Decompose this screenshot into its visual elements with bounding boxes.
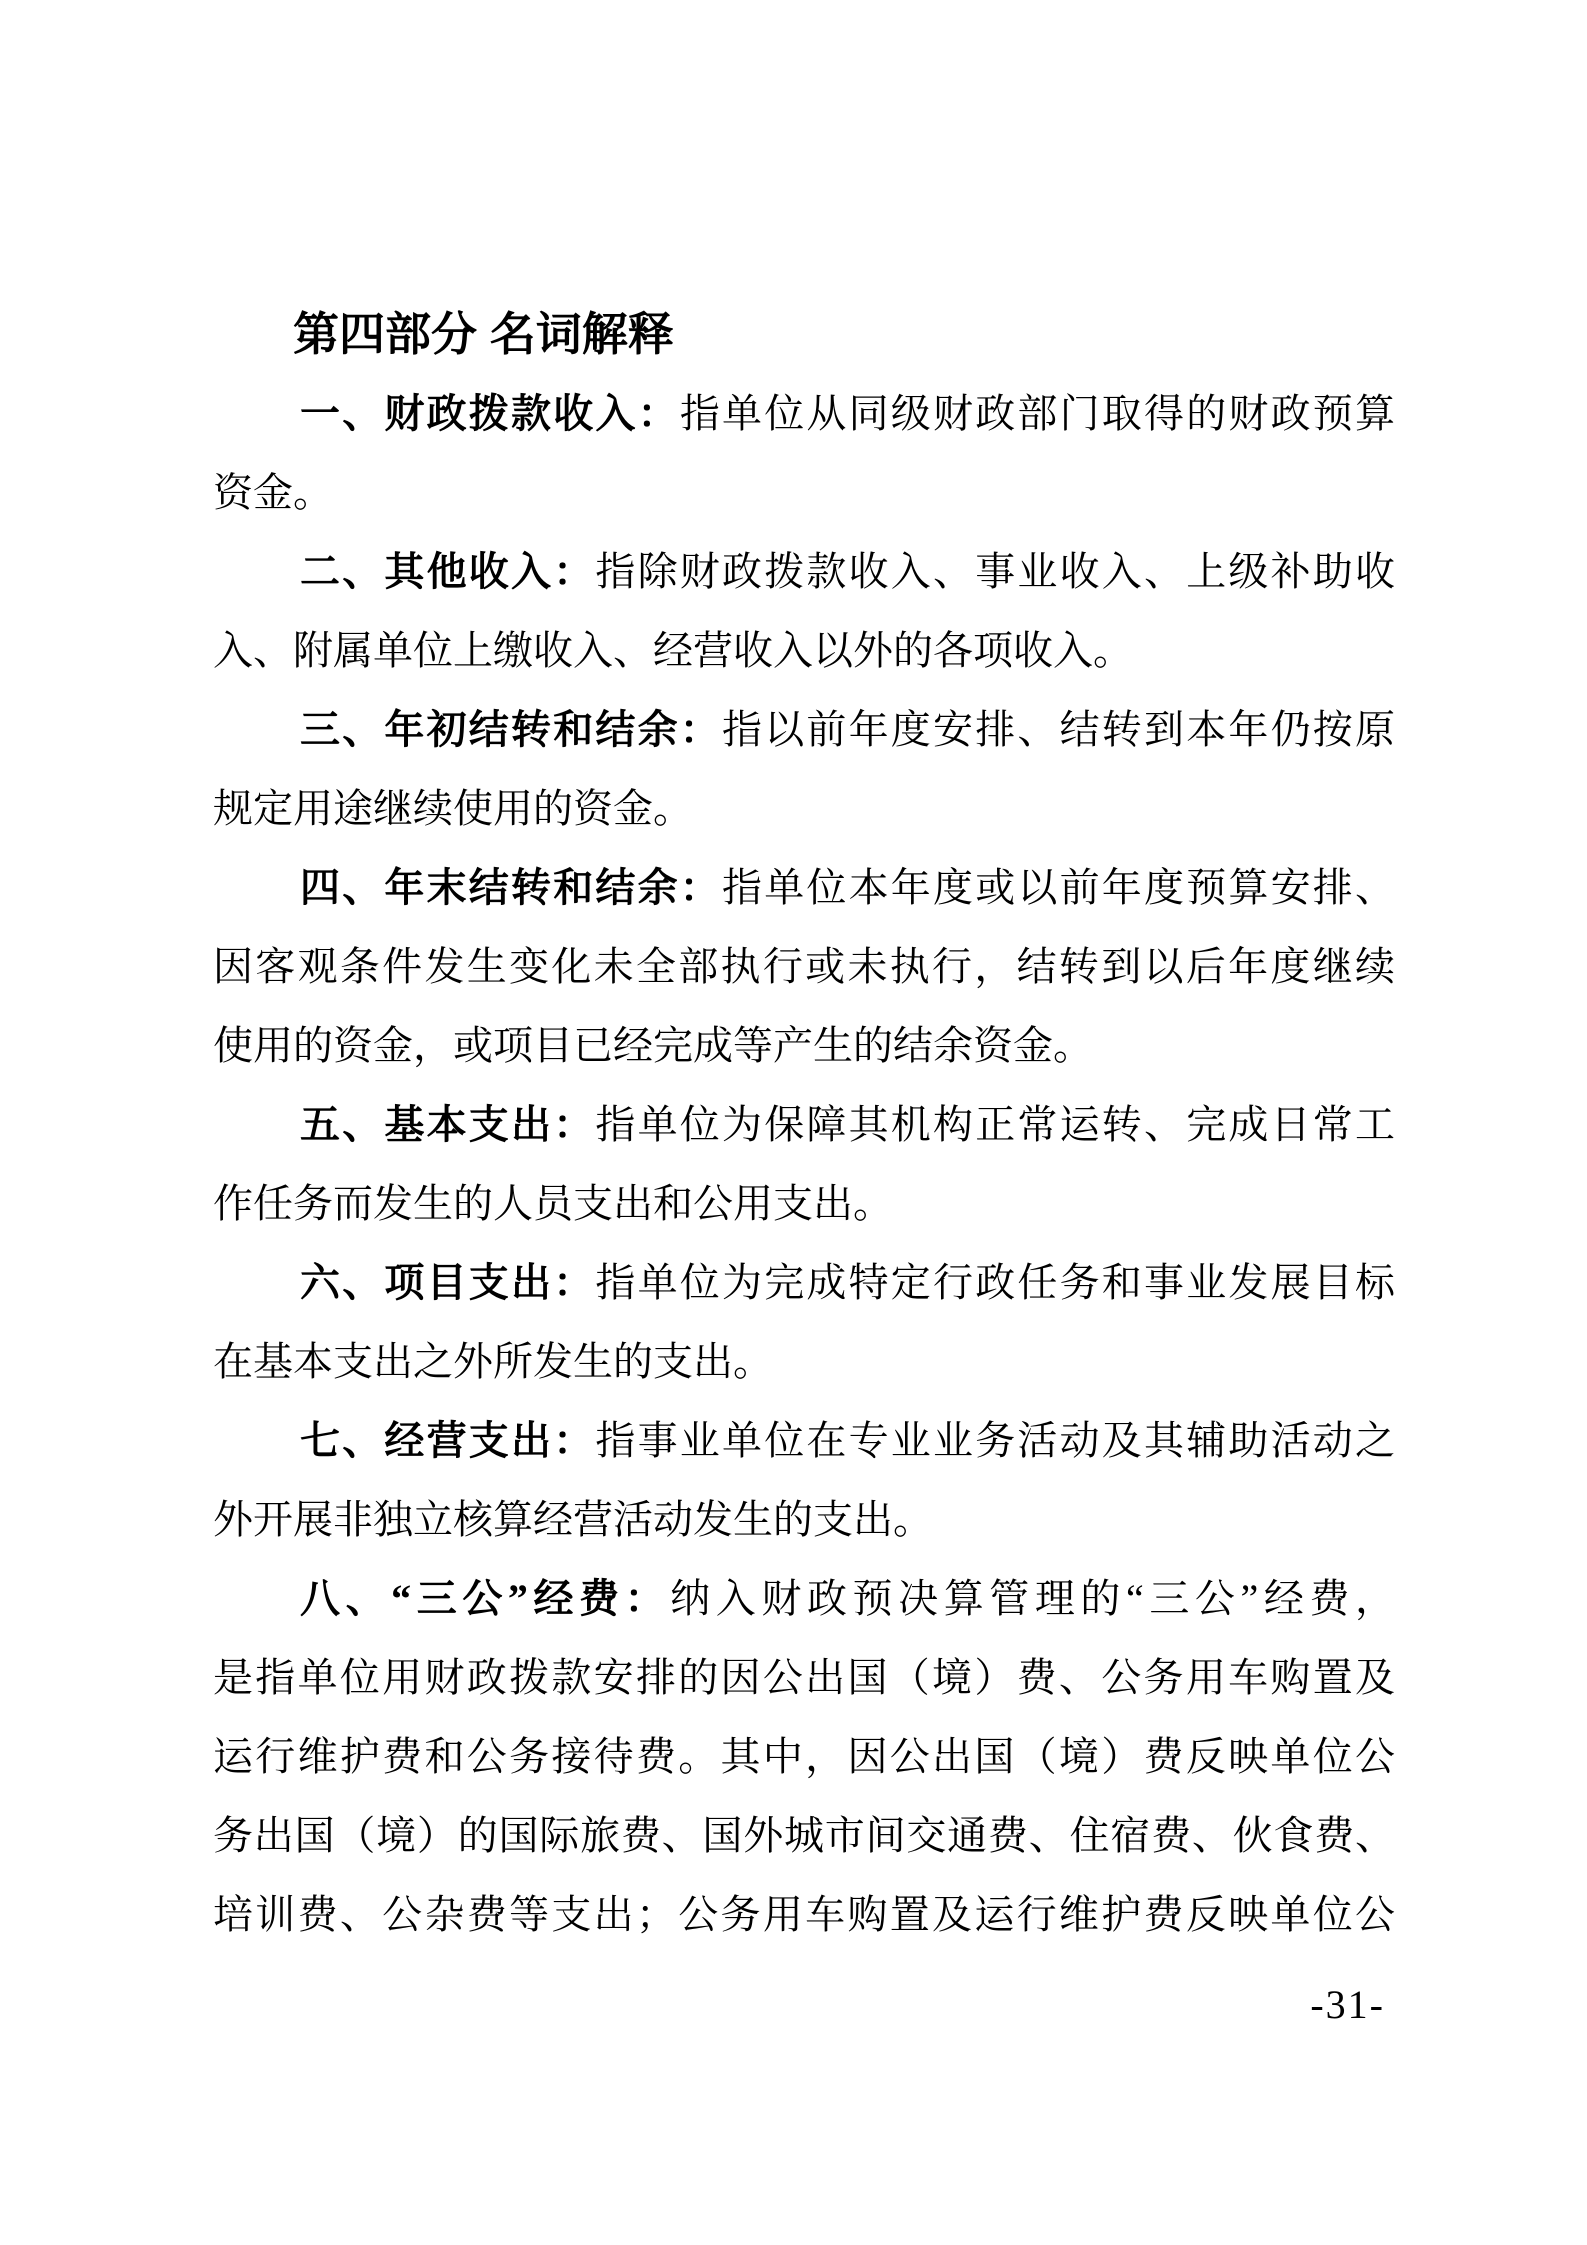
definition-paragraph-5 <box>213 1085 1395 1243</box>
text-line <box>213 848 1395 927</box>
term-label: 七、经营支出： <box>300 1418 596 1463</box>
term-label: 六、项目支出： <box>300 1260 596 1305</box>
term-label: 四、年末结转和结余： <box>300 865 722 910</box>
text-line <box>213 1401 1395 1480</box>
text-line: 资金。 <box>213 470 333 515</box>
text-line: 运行维护费和公务接待费。其中，因公出国（境）费反映单位公 <box>213 1734 1395 1779</box>
text-line <box>213 374 1395 453</box>
term-label: 一、财政拨款收入： <box>300 391 680 436</box>
text-line: 入、附属单位上缴收入、经营收入以外的各项收入。 <box>213 628 1133 673</box>
definition-paragraph-7 <box>213 1401 1395 1559</box>
term-definition: 指事业单位在专业业务活动及其辅助活动之 <box>595 1418 1395 1463</box>
text-line: 是指单位用财政拨款安排的因公出国（境）费、公务用车购置及 <box>213 1655 1395 1700</box>
definition-paragraph-4 <box>213 848 1395 1085</box>
term-label: 二、其他收入： <box>300 549 596 594</box>
term-definition: 指单位为保障其机构正常运转、完成日常工 <box>595 1102 1395 1147</box>
text-line: 规定用途继续使用的资金。 <box>213 786 693 831</box>
term-label: 八、“三公”经费： <box>300 1576 671 1621</box>
text-line: 在基本支出之外所发生的支出。 <box>213 1339 773 1384</box>
text-line <box>213 690 1395 769</box>
text-line: 使用的资金，或项目已经完成等产生的结余资金。 <box>213 1023 1093 1068</box>
definition-paragraph-1 <box>213 374 1395 532</box>
text-line: 因客观条件发生变化未全部执行或未执行，结转到以后年度继续 <box>213 944 1395 989</box>
text-line <box>213 532 1395 611</box>
term-label: 五、基本支出： <box>300 1102 596 1147</box>
term-definition: 纳入财政预决算管理的“三公”经费， <box>670 1576 1395 1621</box>
text-line <box>213 1243 1395 1322</box>
definition-paragraph-2 <box>213 532 1395 690</box>
document-content <box>213 295 1395 1954</box>
text-line <box>213 1559 1395 1638</box>
page-number: -31- <box>1310 1982 1385 2027</box>
text-line: 培训费、公杂费等支出；公务用车购置及运行维护费反映单位公 <box>213 1892 1395 1937</box>
term-definition: 指单位从同级财政部门取得的财政预算 <box>679 391 1395 436</box>
term-label: 三、年初结转和结余： <box>300 707 722 752</box>
text-line: 作任务而发生的人员支出和公用支出。 <box>213 1181 893 1226</box>
definition-paragraph-3 <box>213 690 1395 848</box>
term-definition: 指单位为完成特定行政任务和事业发展目标 <box>595 1260 1395 1305</box>
term-definition: 指单位本年度或以前年度预算安排、 <box>722 865 1395 910</box>
term-definition: 指除财政拨款收入、事业收入、上级补助收 <box>595 549 1395 594</box>
definition-paragraph-6 <box>213 1243 1395 1401</box>
text-line <box>213 1085 1395 1164</box>
text-line: 外开展非独立核算经营活动发生的支出。 <box>213 1497 933 1542</box>
term-definition: 指以前年度安排、结转到本年仍按原 <box>722 707 1395 752</box>
definition-paragraph-8 <box>213 1559 1395 1954</box>
text-line: 务出国（境）的国际旅费、国外城市间交通费、住宿费、伙食费、 <box>213 1813 1395 1858</box>
page-title: 第四部分 名词解释 <box>293 308 674 360</box>
